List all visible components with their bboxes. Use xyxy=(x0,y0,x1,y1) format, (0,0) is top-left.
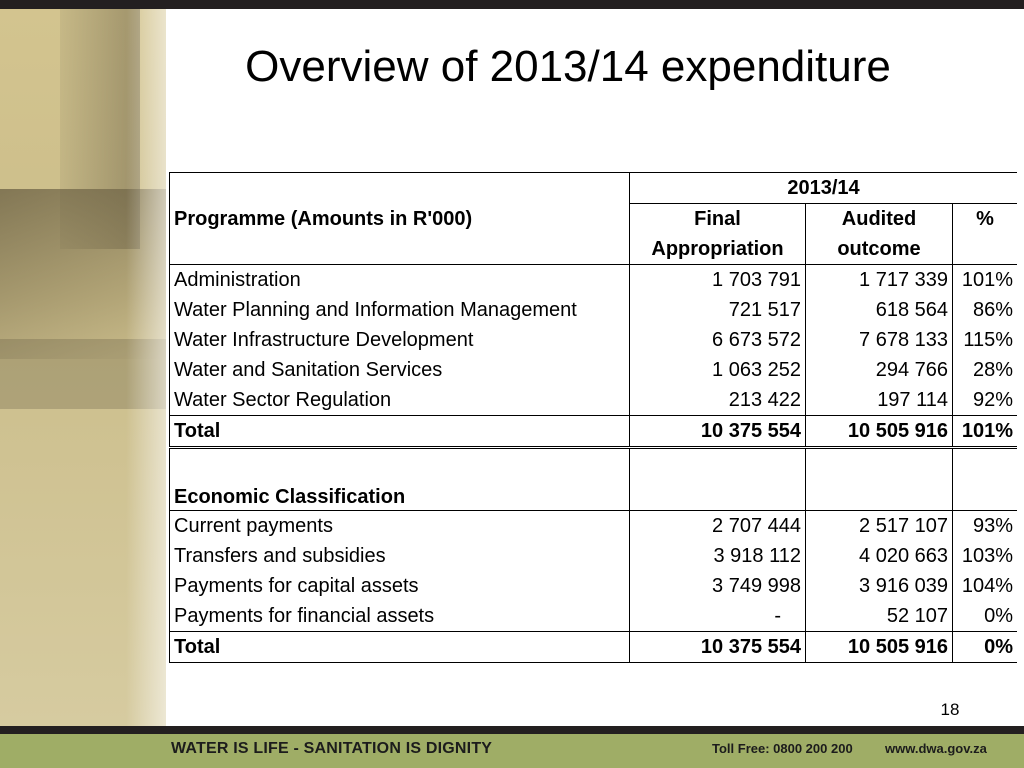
top-dark-bar xyxy=(0,0,1024,9)
final-value: - xyxy=(630,601,806,632)
percent-value: 103% xyxy=(953,541,1018,571)
audited-value: 294 766 xyxy=(806,355,953,385)
audited-value: 3 916 039 xyxy=(806,571,953,601)
percent-value: 104% xyxy=(953,571,1018,601)
audited-value: 1 717 339 xyxy=(806,265,953,296)
percent-value: 0% xyxy=(953,601,1018,632)
final-value: 6 673 572 xyxy=(630,325,806,355)
percent-value: 93% xyxy=(953,511,1018,542)
total-label: Total xyxy=(170,416,630,448)
row-label: Water Infrastructure Development xyxy=(170,325,630,355)
audited-outcome-header-line1: Audited xyxy=(806,204,953,235)
table-row xyxy=(170,385,1018,416)
audited-value: 618 564 xyxy=(806,295,953,325)
econ-classification-header: Economic Classification xyxy=(170,448,630,511)
percent-value: 86% xyxy=(953,295,1018,325)
total-final-value: 10 375 554 xyxy=(630,416,806,448)
footer-dark-line xyxy=(0,726,1024,734)
final-value: 2 707 444 xyxy=(630,511,806,542)
final-value: 213 422 xyxy=(630,385,806,416)
year-header: 2013/14 xyxy=(630,173,1018,204)
table-row xyxy=(170,355,1018,385)
toll-free-number: Toll Free: 0800 200 200 xyxy=(712,741,853,756)
final-appropriation-header-line1: Final xyxy=(630,204,806,235)
table-row xyxy=(170,511,1018,542)
total-percent-value: 101% xyxy=(953,416,1018,448)
page-number: 18 xyxy=(940,700,960,719)
table-row xyxy=(170,265,1018,296)
final-value: 721 517 xyxy=(630,295,806,325)
row-label: Payments for financial assets xyxy=(170,601,630,632)
audited-outcome-header-line2: outcome xyxy=(806,234,953,265)
total-audited-value: 10 505 916 xyxy=(806,416,953,448)
audited-value: 4 020 663 xyxy=(806,541,953,571)
table-header-row xyxy=(170,173,1018,204)
table-row xyxy=(170,325,1018,355)
table-row xyxy=(170,295,1018,325)
audited-value: 52 107 xyxy=(806,601,953,632)
total-label: Total xyxy=(170,632,630,663)
econ-header-empty-cell xyxy=(806,448,953,511)
row-label: Current payments xyxy=(170,511,630,542)
footer-band xyxy=(0,726,1024,768)
row-label: Payments for capital assets xyxy=(170,571,630,601)
percent-value: 101% xyxy=(953,265,1018,296)
total-final-value: 10 375 554 xyxy=(630,632,806,663)
programme-total-row xyxy=(170,416,1018,448)
final-value: 1 703 791 xyxy=(630,265,806,296)
decorative-building-image xyxy=(0,9,166,726)
econ-header-row xyxy=(170,448,1018,511)
website-link[interactable]: www.dwa.gov.za xyxy=(885,741,987,756)
table-row xyxy=(170,571,1018,601)
expenditure-table xyxy=(169,172,1017,663)
final-value: 1 063 252 xyxy=(630,355,806,385)
percent-value: 28% xyxy=(953,355,1018,385)
final-value: 3 918 112 xyxy=(630,541,806,571)
percent-value: 92% xyxy=(953,385,1018,416)
programme-header: Programme (Amounts in R'000) xyxy=(170,173,630,265)
footer-slogan: WATER IS LIFE - SANITATION IS DIGNITY xyxy=(171,740,493,757)
audited-value: 2 517 107 xyxy=(806,511,953,542)
econ-header-empty-cell xyxy=(953,448,1018,511)
table-row xyxy=(170,541,1018,571)
total-percent-value: 0% xyxy=(953,632,1018,663)
audited-value: 7 678 133 xyxy=(806,325,953,355)
final-value: 3 749 998 xyxy=(630,571,806,601)
econ-header-empty-cell xyxy=(630,448,806,511)
percent-header-spacer xyxy=(953,234,1018,265)
econ-total-row xyxy=(170,632,1018,663)
final-appropriation-header-line2: Appropriation xyxy=(630,234,806,265)
row-label: Transfers and subsidies xyxy=(170,541,630,571)
slide-title: Overview of 2013/14 expenditure xyxy=(245,42,891,91)
percent-header: % xyxy=(953,204,1018,235)
audited-value: 197 114 xyxy=(806,385,953,416)
percent-value: 115% xyxy=(953,325,1018,355)
row-label: Administration xyxy=(170,265,630,296)
table-row xyxy=(170,601,1018,632)
total-audited-value: 10 505 916 xyxy=(806,632,953,663)
row-label: Water Planning and Information Management xyxy=(170,295,630,325)
row-label: Water and Sanitation Services xyxy=(170,355,630,385)
row-label: Water Sector Regulation xyxy=(170,385,630,416)
